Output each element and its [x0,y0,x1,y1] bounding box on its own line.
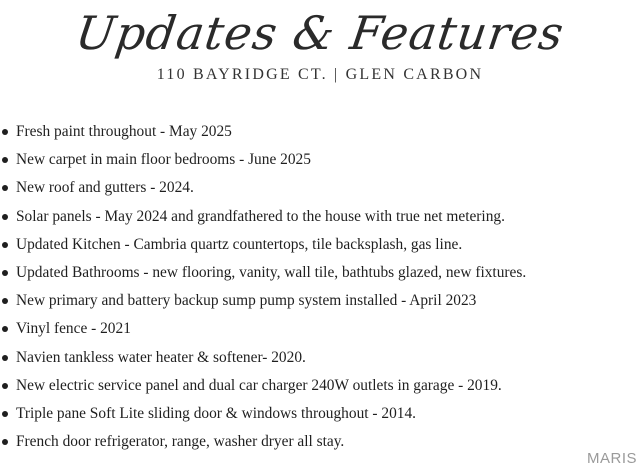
feature-item [0,174,526,202]
bullet-icon [2,298,8,304]
feature-item [0,372,526,400]
feature-text: Triple pane Soft Lite sliding door & windows throughout - 2014. [16,404,416,422]
bullet-icon [2,270,8,276]
feature-item [0,146,526,174]
feature-item [0,118,526,146]
feature-item [0,259,526,287]
bullet-icon [2,157,8,163]
feature-text: New roof and gutters - 2024. [16,179,194,197]
bullet-icon [2,129,8,135]
feature-text: Navien tankless water heater & softener- 2020. [16,348,306,366]
bullet-icon [2,185,8,191]
bullet-icon [2,439,8,445]
bullet-icon [2,242,8,248]
watermark: MARIS [586,450,637,467]
feature-text: Updated Kitchen - Cambria quartz countertops, tile backsplash, gas line. [16,235,463,253]
bullet-icon [2,214,8,220]
feature-item [0,287,526,315]
bullet-icon [2,383,8,389]
feature-text: Updated Bathrooms - new flooring, vanity, wall tile, bathtubs glazed, new fixtures. [16,263,527,281]
bullet-icon [2,355,8,361]
feature-text: New primary and battery backup sump pump system installed - April 2023 [16,292,477,310]
bullet-icon [2,326,8,332]
feature-item [0,400,526,428]
feature-text: Fresh paint throughout - May 2025 [16,123,232,140]
feature-item [0,428,526,456]
feature-text: New carpet in main floor bedrooms - June 2025 [16,151,311,169]
feature-text: French door refrigerator, range, washer dryer all stay. [16,433,345,451]
bullet-icon [2,411,8,417]
feature-text: New electric service panel and dual car charger 240W outlets in garage - 2019. [16,376,502,394]
feature-item [0,231,526,259]
feature-item [0,344,526,372]
feature-item [0,315,526,343]
property-address: 110 BAYRIDGE CT. | GLEN CARBON [156,66,484,83]
page-title: Updates & Features [72,6,568,60]
feature-text: Solar panels - May 2024 and grandfathered to the house with true net metering. [16,207,505,225]
feature-item [0,203,526,231]
feature-text: Vinyl fence - 2021 [16,320,131,338]
features-list [0,118,526,456]
